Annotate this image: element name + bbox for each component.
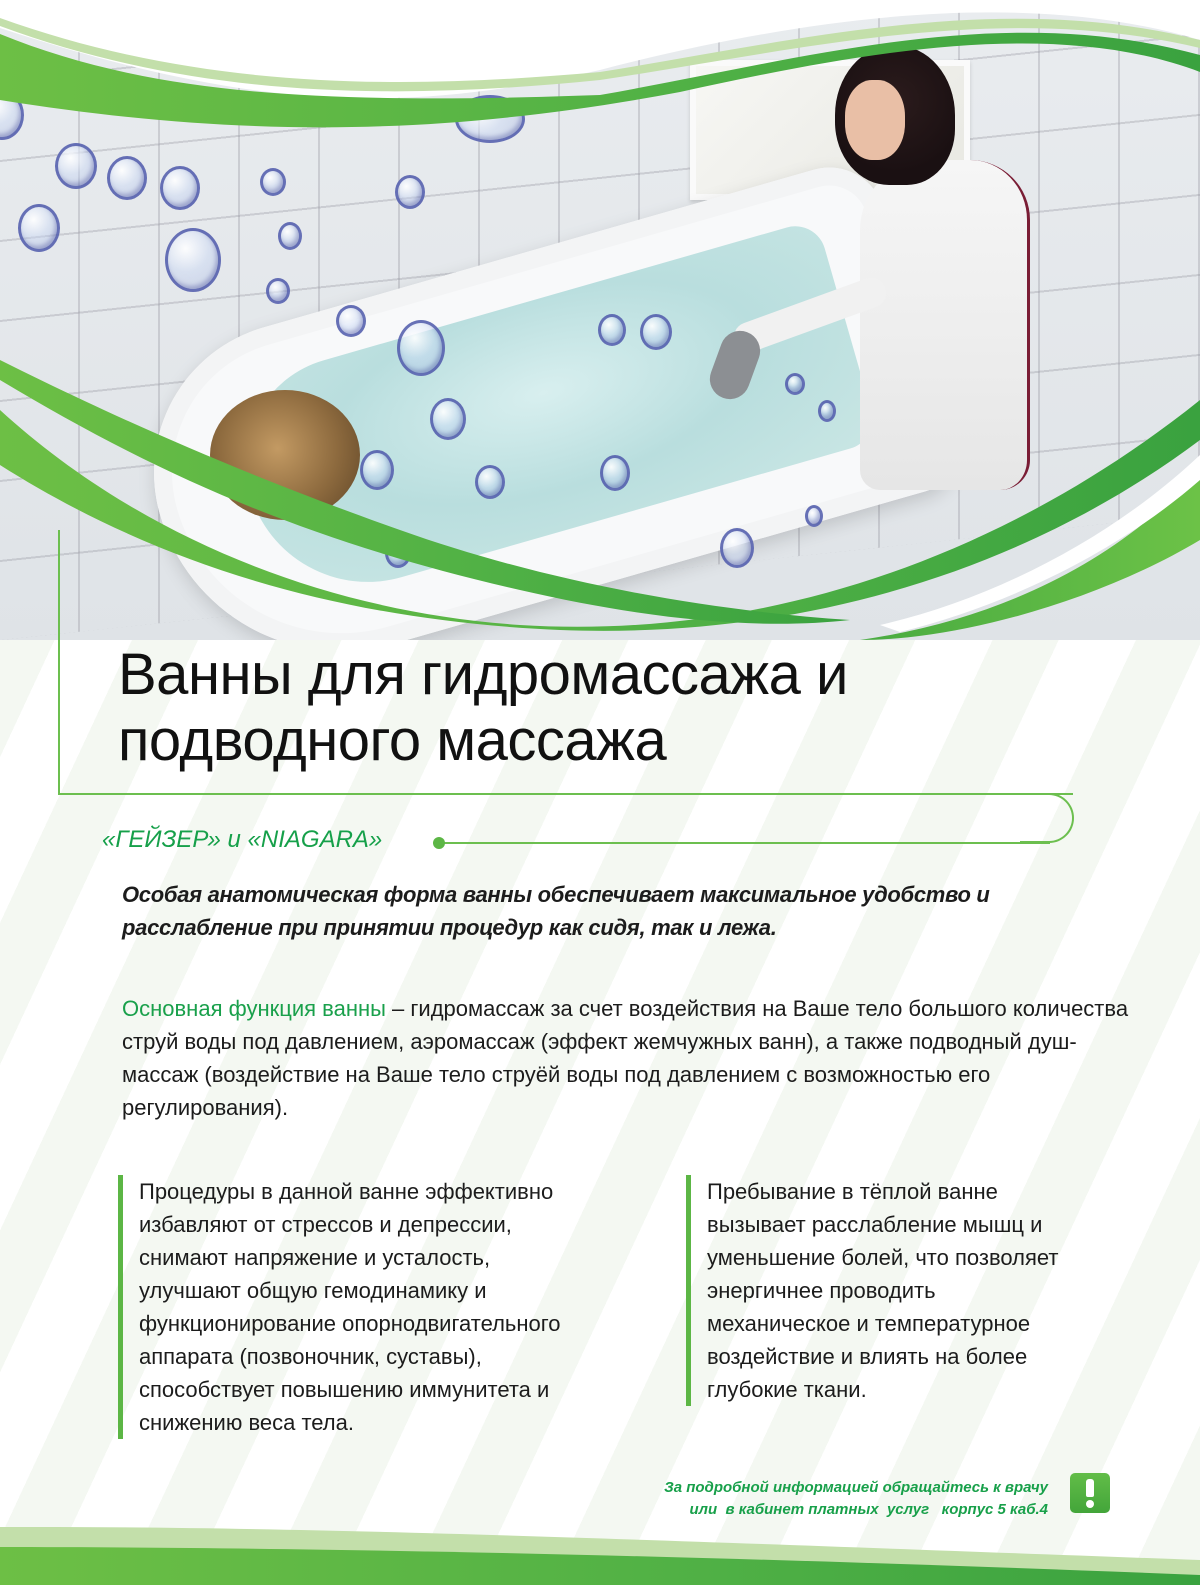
nurse-coat bbox=[860, 160, 1030, 490]
product-models: «ГЕЙЗЕР» и «NIAGARA» bbox=[102, 826, 383, 853]
bubble-icon bbox=[336, 305, 366, 337]
lead-paragraph: Особая анатомическая форма ванны обеспечивает максимальное удобство и расслабление при принятии процедур как сидя, так и лежа. bbox=[122, 882, 990, 940]
bubble-icon bbox=[55, 143, 97, 189]
title-frame-curve bbox=[1020, 793, 1074, 843]
bubble-icon bbox=[18, 204, 60, 252]
bubble-icon bbox=[805, 505, 823, 527]
page-title bbox=[118, 642, 1018, 774]
subtitle-underline bbox=[440, 842, 1050, 844]
benefits-left-column: Процедуры в данной ванне эффективно избавляют от стрессов и депрессии, снимают напряжение и усталость, улучшают общую гемодинамику и функционирование опорнодвигательного аппарата (позвоночник, суставы), способствует повышению иммунитета и снижению веса тела. bbox=[118, 1175, 678, 1439]
function-highlight: Основная функция ванны bbox=[122, 996, 386, 1021]
patient bbox=[210, 390, 360, 520]
bubble-icon bbox=[430, 398, 466, 440]
bubble-icon bbox=[278, 222, 302, 250]
bubble-icon bbox=[475, 465, 505, 499]
title-line-2: подводного массажа bbox=[118, 708, 667, 773]
bubble-icon bbox=[395, 175, 425, 209]
bubble-icon bbox=[785, 373, 805, 395]
bubble-icon bbox=[598, 314, 626, 346]
bubble-icon bbox=[600, 455, 630, 491]
function-text: – гидромассаж за счет воздействия на Ваше тело большого количества струй воды под давлением, аэромассаж (эффект жемчужных ванн), а также подводный душ-массаж (воздействие на Ваше тело струёй воды под давлением с возможностью его регулирования). bbox=[122, 996, 1129, 1120]
bubble-icon bbox=[160, 166, 200, 210]
main-function-paragraph bbox=[122, 992, 1132, 1124]
bubble-icon bbox=[397, 320, 445, 376]
bubble-icon bbox=[640, 314, 672, 350]
bubble-icon bbox=[455, 95, 525, 143]
benefits-right-column: Пребывание в тёплой ванне вызывает расслабление мышц и уменьшение болей, что позволяет энергичнее проводить механическое и температурное воздействие и влиять на более глубокие ткани. bbox=[686, 1175, 1166, 1406]
nurse-face bbox=[845, 80, 905, 160]
exclamation-icon bbox=[1070, 1473, 1110, 1513]
contact-note: За подробной информацией обращайтесь к врачу или в кабинет платных услуг корпус 5 каб.4 bbox=[664, 1479, 1048, 1518]
title-line-1: Ванны для гидромассажа и bbox=[118, 642, 848, 707]
bubble-icon bbox=[360, 450, 394, 490]
bubble-icon bbox=[260, 168, 286, 196]
bubble-icon bbox=[165, 228, 221, 292]
bubble-icon bbox=[107, 156, 147, 200]
bullet-dot-icon bbox=[433, 837, 445, 849]
bubble-icon bbox=[818, 400, 836, 422]
bubble-icon bbox=[266, 278, 290, 304]
